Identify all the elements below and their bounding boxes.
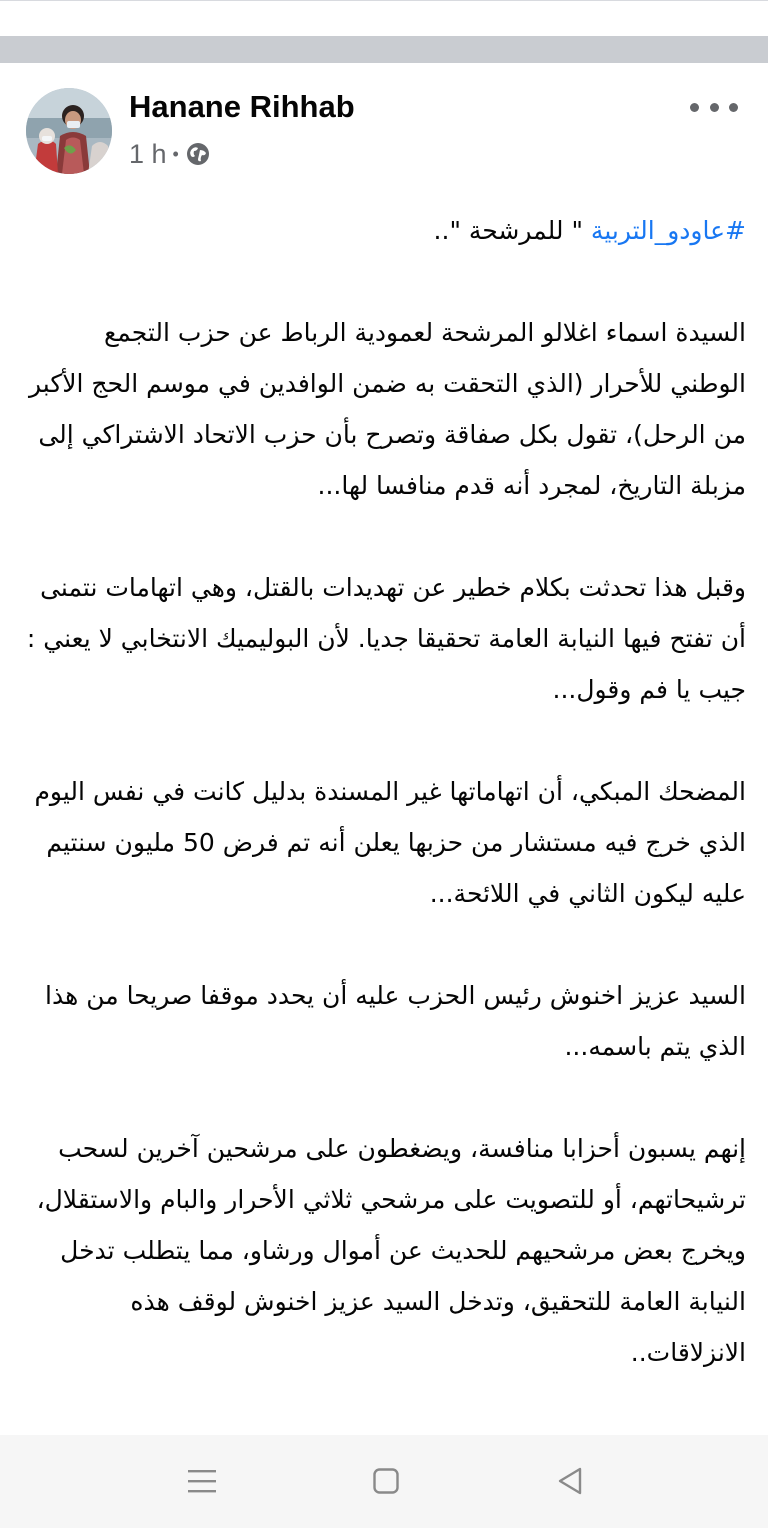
back-icon: [556, 1466, 584, 1496]
home-icon: [372, 1467, 400, 1495]
more-dot: [710, 103, 719, 112]
post-card: [0, 63, 768, 1435]
globe-icon: [185, 141, 211, 167]
feed-separator: [0, 36, 768, 63]
post-time[interactable]: 1 h: [129, 138, 167, 169]
post-meta: [129, 137, 211, 171]
more-dot: [690, 103, 699, 112]
meta-separator: •: [172, 143, 179, 164]
author-name[interactable]: Hanane Rihhab: [129, 89, 355, 124]
headline-suffix: " للمرشحة "..: [433, 216, 591, 245]
post-paragraph: وقبل هذا تحدثت بكلام خطير عن تهديدات بالقتل، وهي اتهامات نتمنى أن تفتح فيها النيابة العامة تحقيقا جديا. لأن البوليميك الانتخابي لا يعني : جيب يا فم وقول...: [26, 573, 746, 704]
more-dot: [729, 103, 738, 112]
post-text: [24, 205, 746, 1429]
avatar-photo: [26, 88, 112, 174]
back-button[interactable]: [546, 1457, 594, 1505]
post-paragraph: السيد عزيز اخنوش رئيس الحزب عليه أن يحدد موقفا صريحا من هذا الذي يتم باسمه...: [45, 981, 746, 1061]
hashtag-link[interactable]: #عاودو_التربية: [590, 216, 746, 245]
post-paragraph: السيدة اسماء اغلالو المرشحة لعمودية الرباط عن حزب التجمع الوطني للأحرار (الذي التحقت به ضمن الوافدين في موسم الحج الأكبر من الرحل)، تقول بكل صفاقة وتصرح بأن حزب الاتحاد الاشتراكي إلى مزبلة التاريخ، لمجرد أنه قدم منافسا لها...: [29, 318, 746, 500]
top-strip: [0, 0, 768, 37]
post-paragraph: المضحك المبكي، أن اتهاماتها غير المسندة بدليل كانت في نفس اليوم الذي خرج فيه مستشار من حزبها يعلن أنه تم فرض 50 مليون سنتيم عليه ليكون الثاني في اللائحة...: [34, 777, 746, 908]
avatar[interactable]: [26, 88, 112, 174]
home-button[interactable]: [362, 1457, 410, 1505]
more-options-button[interactable]: [690, 93, 738, 121]
post-paragraph: إنهم يسبون أحزابا منافسة، ويضغطون على مرشحين آخرين لسحب ترشيحاتهم، أو للتصويت على مرشحي ثلاثي الأحرار والبام والاستقلال، ويخرج بعض مرشحيهم للحديث عن أموال ورشاو، مما يتطلب تدخل النيابة العامة للتحقيق، وتدخل السيد عزيز اخنوش لوقف هذه الانزلاقات..: [36, 1134, 746, 1367]
recent-apps-icon: [187, 1468, 217, 1494]
recent-apps-button[interactable]: [178, 1457, 226, 1505]
system-navigation-bar: [0, 1435, 768, 1528]
post-headline: [24, 205, 746, 256]
